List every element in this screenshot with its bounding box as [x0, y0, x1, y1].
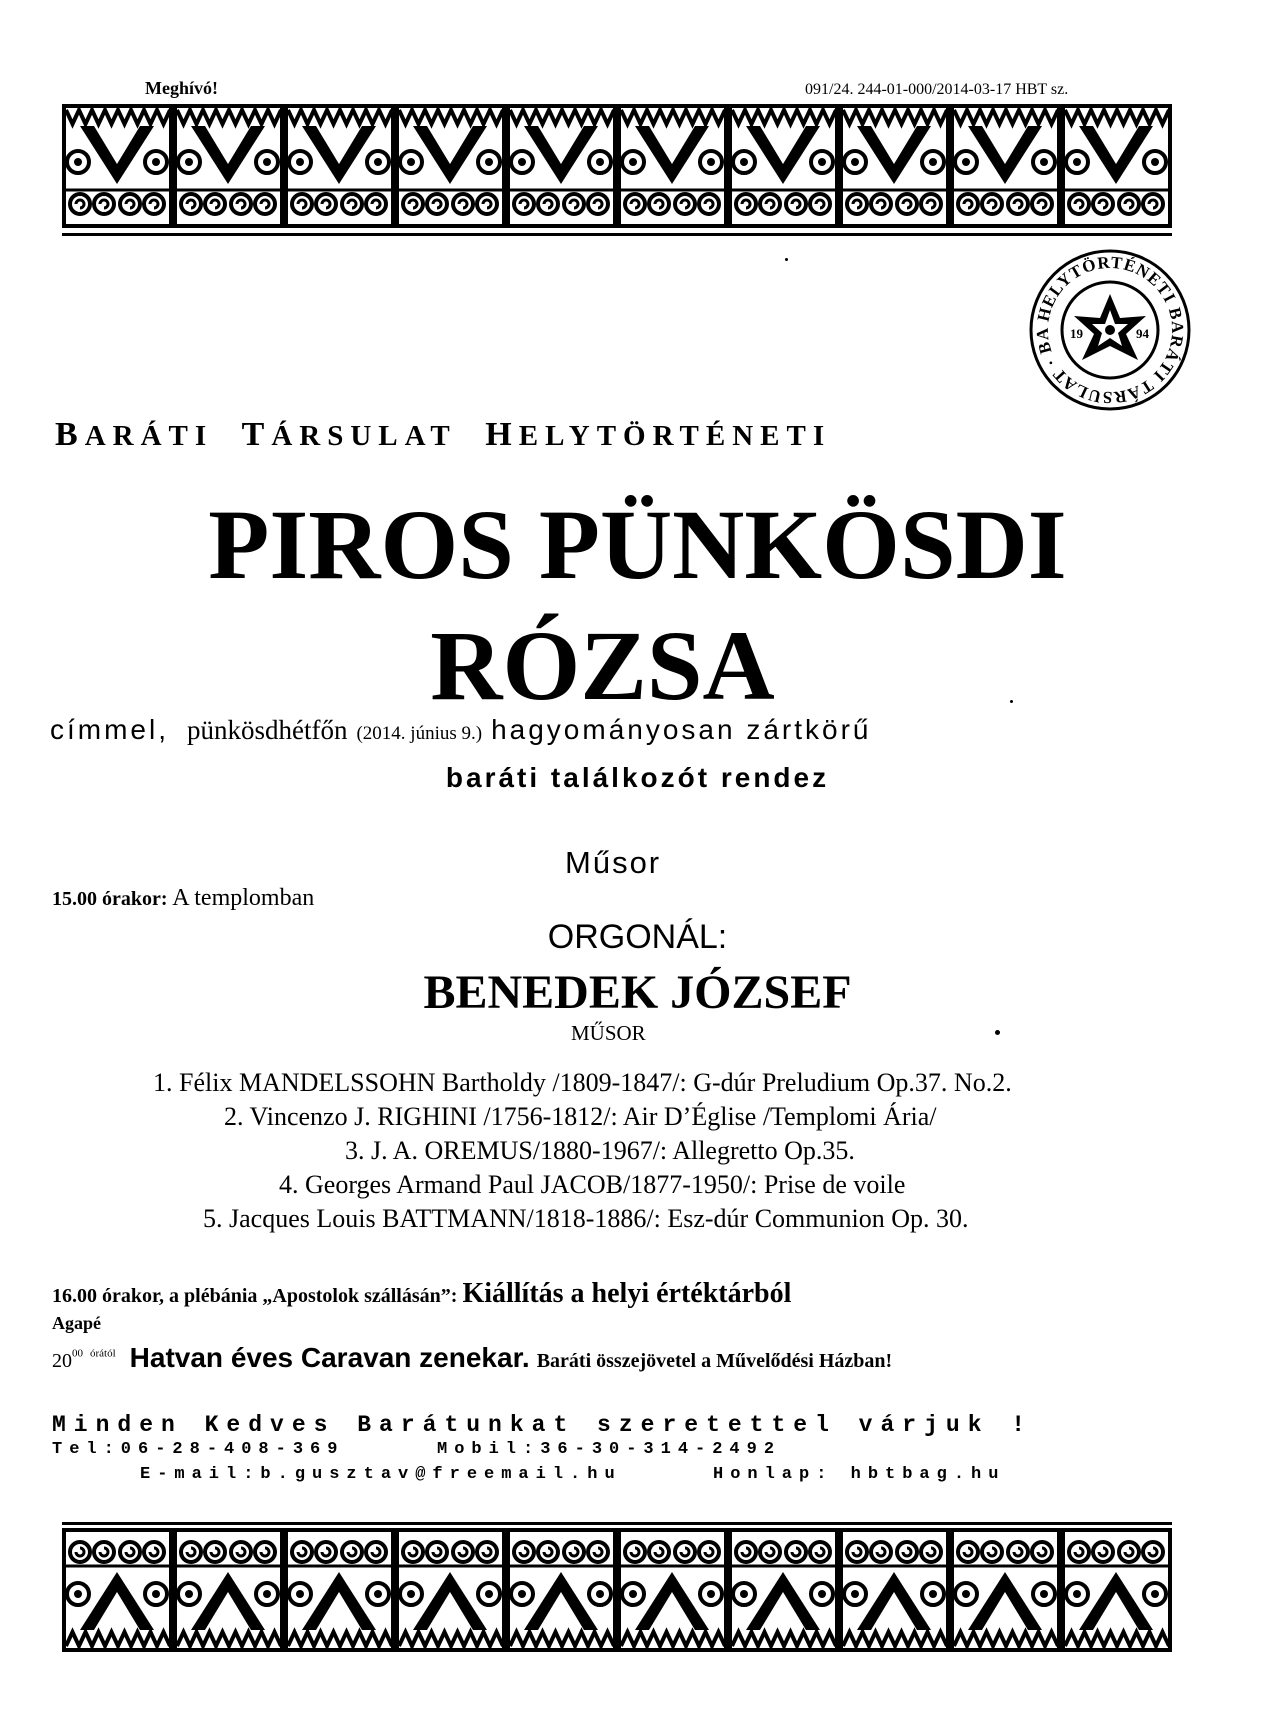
organ-label: ORGONÁL:: [547, 918, 728, 956]
closing-invitation: Minden Kedves Barátunkat szeretettel várjuk !: [52, 1412, 1034, 1438]
subtitle-line1: címmel, pünkösdhétfőn (2014. június 9.) hagyományosan zártkörű: [50, 714, 872, 745]
program-item: 5. Jacques Louis BATTMANN/1818-1886/: Esz-dúr Communion Op. 30.: [203, 1204, 969, 1233]
ornament-tile: [619, 106, 726, 226]
invitation-label: Meghívó!: [145, 78, 218, 98]
program-heading: Műsor: [565, 845, 662, 880]
event-title-line2: RÓZSA: [430, 610, 775, 721]
subtitle-line2: baráti találkozót rendez: [445, 762, 830, 793]
ornament-tile: [730, 1530, 837, 1650]
ornament-tile: [952, 106, 1059, 226]
ornament-tile: [1063, 106, 1170, 226]
homepage-address: Honlap: hbtbag.hu: [713, 1465, 1006, 1484]
ornament-tile: [64, 1530, 171, 1650]
phone-number: Tel:06-28-408-369: [52, 1440, 345, 1459]
evening-line: $20^{00}$ $^{órától}$ Hatvan éves Caravan zenekar. Baráti összejövetel a Művelődési Házban!: [52, 1342, 893, 1373]
email-address: E-mail:b.gusztav@freemail.hu: [140, 1465, 622, 1484]
speck: [785, 258, 788, 261]
bottom-divider: [62, 1522, 1172, 1525]
top-divider: [62, 233, 1172, 236]
program-item: 4. Georges Armand Paul JACOB/1877-1950/: Prise de voile: [279, 1170, 906, 1199]
ornament-tile: [952, 1530, 1059, 1650]
program-item: 2. Vincenzo J. RIGHINI /1756-1812/: Air D’Église /Templomi Ária/: [224, 1102, 937, 1131]
program-item: 1. Félix MANDELSSOHN Bartholdy /1809-1847/: G-dúr Preludium Op.37. No.2.: [153, 1068, 1012, 1097]
ornament-tile: [286, 1530, 393, 1650]
ornament-tile: [841, 1530, 948, 1650]
ornament-tile: [508, 106, 615, 226]
ornament-tile: [286, 106, 393, 226]
agape-label: Agapé: [52, 1313, 101, 1333]
ornament-tile: [397, 1530, 504, 1650]
event-title-line1: PIROS PÜNKÖSDI: [208, 489, 1067, 600]
society-seal: [1028, 248, 1192, 417]
speck: [995, 1030, 1000, 1035]
ornament-tile: [619, 1530, 726, 1650]
seal-ring-text: HELYTÖRTÉNETI BARÁTI TÁRSULAT · BA: [1032, 252, 1188, 408]
ornament-tile: [508, 1530, 615, 1650]
ornament-tile: [64, 106, 171, 226]
registration-number: 091/24. 244-01-000/2014-03-17 HBT sz.: [805, 81, 1069, 98]
speck: [1010, 700, 1013, 703]
ornament-tile: [841, 106, 948, 226]
ornament-tile: [175, 1530, 282, 1650]
ornament-tile: [730, 106, 837, 226]
top-ornament-band: [62, 104, 1172, 228]
seal-year-right: 94: [1136, 326, 1149, 341]
mobile-number: Mobil:36-30-314-2492: [437, 1440, 782, 1459]
organist-name: BENEDEK JÓZSEF: [423, 966, 852, 1019]
program-item: 3. J. A. OREMUS/1880-1967/: Allegretto Op.35.: [345, 1136, 855, 1165]
organization-name: BARÁTI TÁRSULAT HELYTÖRTÉNETI: [55, 416, 832, 453]
ornament-tile: [1063, 1530, 1170, 1650]
ornament-tile: [175, 106, 282, 226]
seal-year-left: 19: [1070, 326, 1083, 341]
program-list-heading: MŰSOR: [571, 1021, 646, 1045]
bottom-ornament-band: [62, 1528, 1172, 1652]
ornament-tile: [397, 106, 504, 226]
church-time: 15.00 órakor: A templomban: [52, 885, 315, 911]
exhibition-line: 16.00 órakor, a plébánia „Apostolok szállásán”: Kiállítás a helyi értéktárból: [52, 1278, 792, 1309]
